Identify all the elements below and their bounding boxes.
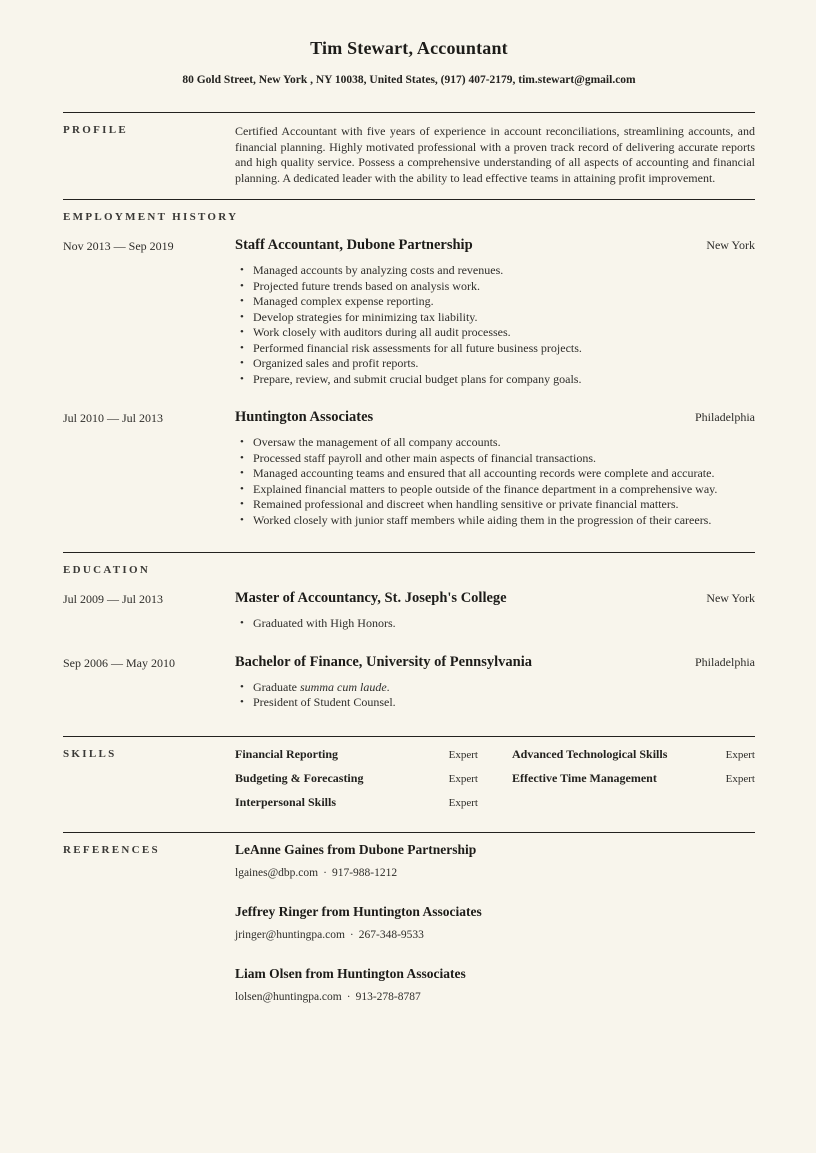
section-profile	[63, 112, 755, 199]
job-dates: Jul 2010 — Jul 2013	[63, 411, 164, 426]
job-title: Staff Accountant, Dubone Partnership	[235, 237, 473, 254]
degree-title: Master of Accountancy, St. Joseph's College	[235, 590, 507, 607]
reference-name: Liam Olsen from Huntington Associates	[235, 965, 466, 981]
degree-title: Bachelor of Finance, University of Pennsylvania	[235, 653, 532, 670]
bullet-item: • Processed staff payroll and other main aspects of financial transactions.	[253, 451, 755, 467]
education-section-label: EDUCATION	[63, 564, 151, 577]
bullet-item: • Graduated with High Honors.	[253, 616, 755, 632]
job-location: Philadelphia	[695, 410, 755, 425]
bullet-text-italic: summa cum laude	[299, 679, 387, 694]
reference-email: lgaines@dbp.com	[235, 866, 319, 879]
job-title: Huntington Associates	[235, 409, 374, 426]
bullet-text: Graduate	[253, 679, 300, 694]
section-references	[63, 832, 755, 1047]
school-bullet-list	[235, 616, 755, 632]
school-bullet-list	[235, 680, 755, 711]
reference-name: Jeffrey Ringer from Huntington Associates	[235, 903, 482, 919]
bullet-item: • President of Student Counsel.	[253, 695, 755, 711]
reference-item	[235, 841, 755, 879]
education-entry	[63, 589, 755, 632]
skill-level: Expert	[725, 748, 755, 761]
reference-contact	[235, 867, 755, 879]
skill-name: Advanced Technological Skills	[512, 746, 668, 761]
reference-contact	[235, 991, 755, 1003]
skill-level: Expert	[448, 772, 478, 785]
job-bullet-list	[235, 263, 755, 387]
separator-dot: ·	[323, 866, 327, 879]
reference-phone: 267-348-9533	[358, 928, 424, 941]
bullet-item: • Develop strategies for minimizing tax liability.	[253, 310, 755, 326]
reference-phone: 913-278-8787	[355, 990, 421, 1003]
school-dates: Jul 2009 — Jul 2013	[63, 592, 164, 607]
bullet-item: • Organized sales and profit reports.	[253, 356, 755, 372]
skill-item	[235, 772, 478, 784]
bullet-item: • Work closely with auditors during all audit processes.	[253, 325, 755, 341]
bullet-item: • Oversaw the management of all company accounts.	[253, 435, 755, 451]
school-dates: Sep 2006 — May 2010	[63, 655, 175, 670]
skill-item	[235, 796, 478, 808]
separator-dot: ·	[346, 990, 351, 1003]
reference-email: jringer@huntingpa.com	[235, 928, 345, 941]
reference-email: lolsen@huntingpa.com	[235, 990, 342, 1003]
bullet-item: • Projected future trends based on analysis work.	[253, 279, 755, 295]
skill-name: Financial Reporting	[235, 746, 339, 761]
section-education	[63, 552, 755, 736]
reference-name: LeAnne Gaines from Dubone Partnership	[235, 841, 477, 857]
bullet-item: • Remained professional and discreet when handling sensitive or private financial matters.	[253, 497, 755, 513]
job-dates: Nov 2013 — Sep 2019	[63, 239, 174, 254]
reference-contact	[235, 929, 755, 941]
bullet-item	[253, 680, 755, 696]
reference-phone: 917-988-1212	[331, 866, 398, 879]
profile-section-label: PROFILE	[63, 124, 128, 136]
skills-grid	[235, 737, 755, 820]
skill-item	[512, 772, 755, 784]
bullet-item: • Performed financial risk assessments for all future business projects.	[253, 341, 755, 357]
candidate-name: Tim Stewart, Accountant	[310, 38, 508, 58]
section-skills	[63, 736, 755, 832]
bullet-item: • Worked closely with junior staff members while aiding them in the progression of their careers.	[253, 513, 755, 529]
school-location: New York	[706, 591, 755, 606]
skill-item	[235, 748, 478, 760]
resume-header	[63, 38, 755, 88]
reference-item	[235, 965, 755, 1003]
skill-level: Expert	[448, 796, 478, 809]
bullet-text: .	[386, 679, 390, 694]
skills-section-label: SKILLS	[63, 747, 117, 760]
employment-entry	[63, 408, 755, 528]
skill-name: Interpersonal Skills	[235, 794, 337, 809]
bullet-item: • Managed accounts by analyzing costs and revenues.	[253, 263, 755, 279]
employment-entry	[63, 236, 755, 387]
education-entry	[63, 653, 755, 711]
bullet-item: • Prepare, review, and submit crucial budget plans for company goals.	[253, 372, 755, 388]
section-employment-history	[63, 199, 755, 552]
skill-level: Expert	[725, 772, 755, 785]
profile-summary: Certified Accountant with five years of experience in account reconciliations, streamlining accounts, and financial planning. Highly motivated professional with a proven track record of delivering accurate reports and high quality service. Possess a comprehensive understanding of all aspects of accounting and financial planning. A dedicated leader with the ability to lead effective teams in attaining profit improvement.	[235, 124, 755, 185]
contact-line: 80 Gold Street, New York , NY 10038, United States, (917) 407-2179, tim.stewart@gmail.com	[182, 74, 636, 86]
references-section-label: REFERENCES	[63, 843, 160, 856]
skill-name: Effective Time Management	[512, 770, 657, 785]
skill-level: Expert	[448, 748, 478, 761]
bullet-item: • Explained financial matters to people outside of the finance department in a comprehensive way.	[253, 482, 755, 498]
school-location: Philadelphia	[695, 654, 755, 669]
separator-dot: ·	[349, 928, 354, 941]
reference-item	[235, 903, 755, 941]
skill-name: Budgeting & Forecasting	[235, 770, 364, 785]
bullet-item: • Managed complex expense reporting.	[253, 294, 755, 310]
bullet-item: • Managed accounting teams and ensured that all accounting records were complete and accurate.	[253, 466, 755, 482]
employment-section-label: EMPLOYMENT HISTORY	[63, 211, 239, 224]
job-bullet-list	[235, 435, 755, 528]
job-location: New York	[706, 238, 755, 253]
skill-item	[512, 748, 755, 760]
